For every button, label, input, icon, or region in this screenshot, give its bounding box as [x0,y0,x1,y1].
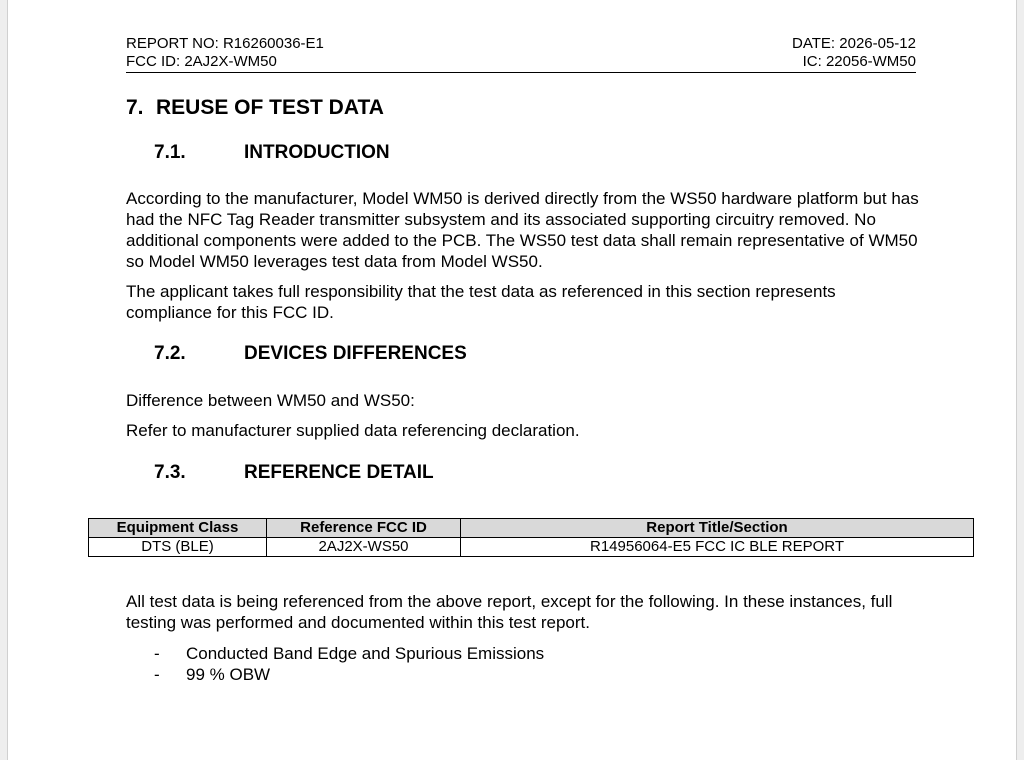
header-equipment-class: Equipment Class [89,519,267,538]
header-reference-fcc-id: Reference FCC ID [267,519,461,538]
bullet-marker: - [154,644,160,663]
header-report-title: Report Title/Section [461,519,974,538]
list-item [154,643,544,664]
differences-line-2: Refer to manufacturer supplied data referencing declaration. [126,421,580,440]
document-page [7,0,1017,760]
table-row [89,538,974,557]
intro-paragraph-1: According to the manufacturer, Model WM50 is derived directly from the WS50 hardware platform but has had the NFC Tag Reader transmitter subsystem and its associated supporting circuitry removed. No additional components were added to the PCB. The WS50 test data shall remain representative of WM50 so Model WM50 leverages test data from Model WS50. [126,189,919,271]
section-heading [126,96,384,120]
list-item-text: Conducted Band Edge and Spurious Emissions [186,644,545,663]
intro-heading [154,142,390,164]
differences-line-1: Difference between WM50 and WS50: [126,391,415,410]
table-header-row [89,519,974,538]
differences-title: DEVICES DIFFERENCES [244,343,467,364]
cell-reference-fcc-id: 2AJ2X-WS50 [267,538,461,557]
reference-note: All test data is being referenced from the above report, except for the following. In these instances, full testing was performed and documented within this test report. [126,592,893,632]
reference-number: 7.3. [154,462,186,483]
cell-equipment-class: DTS (BLE) [89,538,267,557]
intro-paragraph-2: The applicant takes full responsibility that the test data as referenced in this section represents compliance for this FCC ID. [126,282,836,322]
intro-title: INTRODUCTION [244,142,390,163]
reference-table [88,518,974,557]
fcc-id: FCC ID: 2AJ2X-WM50 [126,53,277,70]
report-date: DATE: 2026-05-12 [792,35,916,52]
reference-title: REFERENCE DETAIL [244,462,434,483]
differences-number: 7.2. [154,343,186,364]
ic-id: IC: 22056-WM50 [802,53,916,70]
report-number: REPORT NO: R16260036-E1 [126,35,324,52]
cell-report-title: R14956064-E5 FCC IC BLE REPORT [461,538,974,557]
bullet-marker: - [154,665,160,684]
section-number: 7. [126,96,144,119]
section-title: REUSE OF TEST DATA [156,96,384,119]
exception-list [154,643,544,685]
list-item-text: 99 % OBW [186,665,271,684]
page-header [126,35,916,73]
reference-heading [154,462,434,484]
intro-number: 7.1. [154,142,186,163]
differences-heading [154,343,467,365]
list-item [154,664,544,685]
